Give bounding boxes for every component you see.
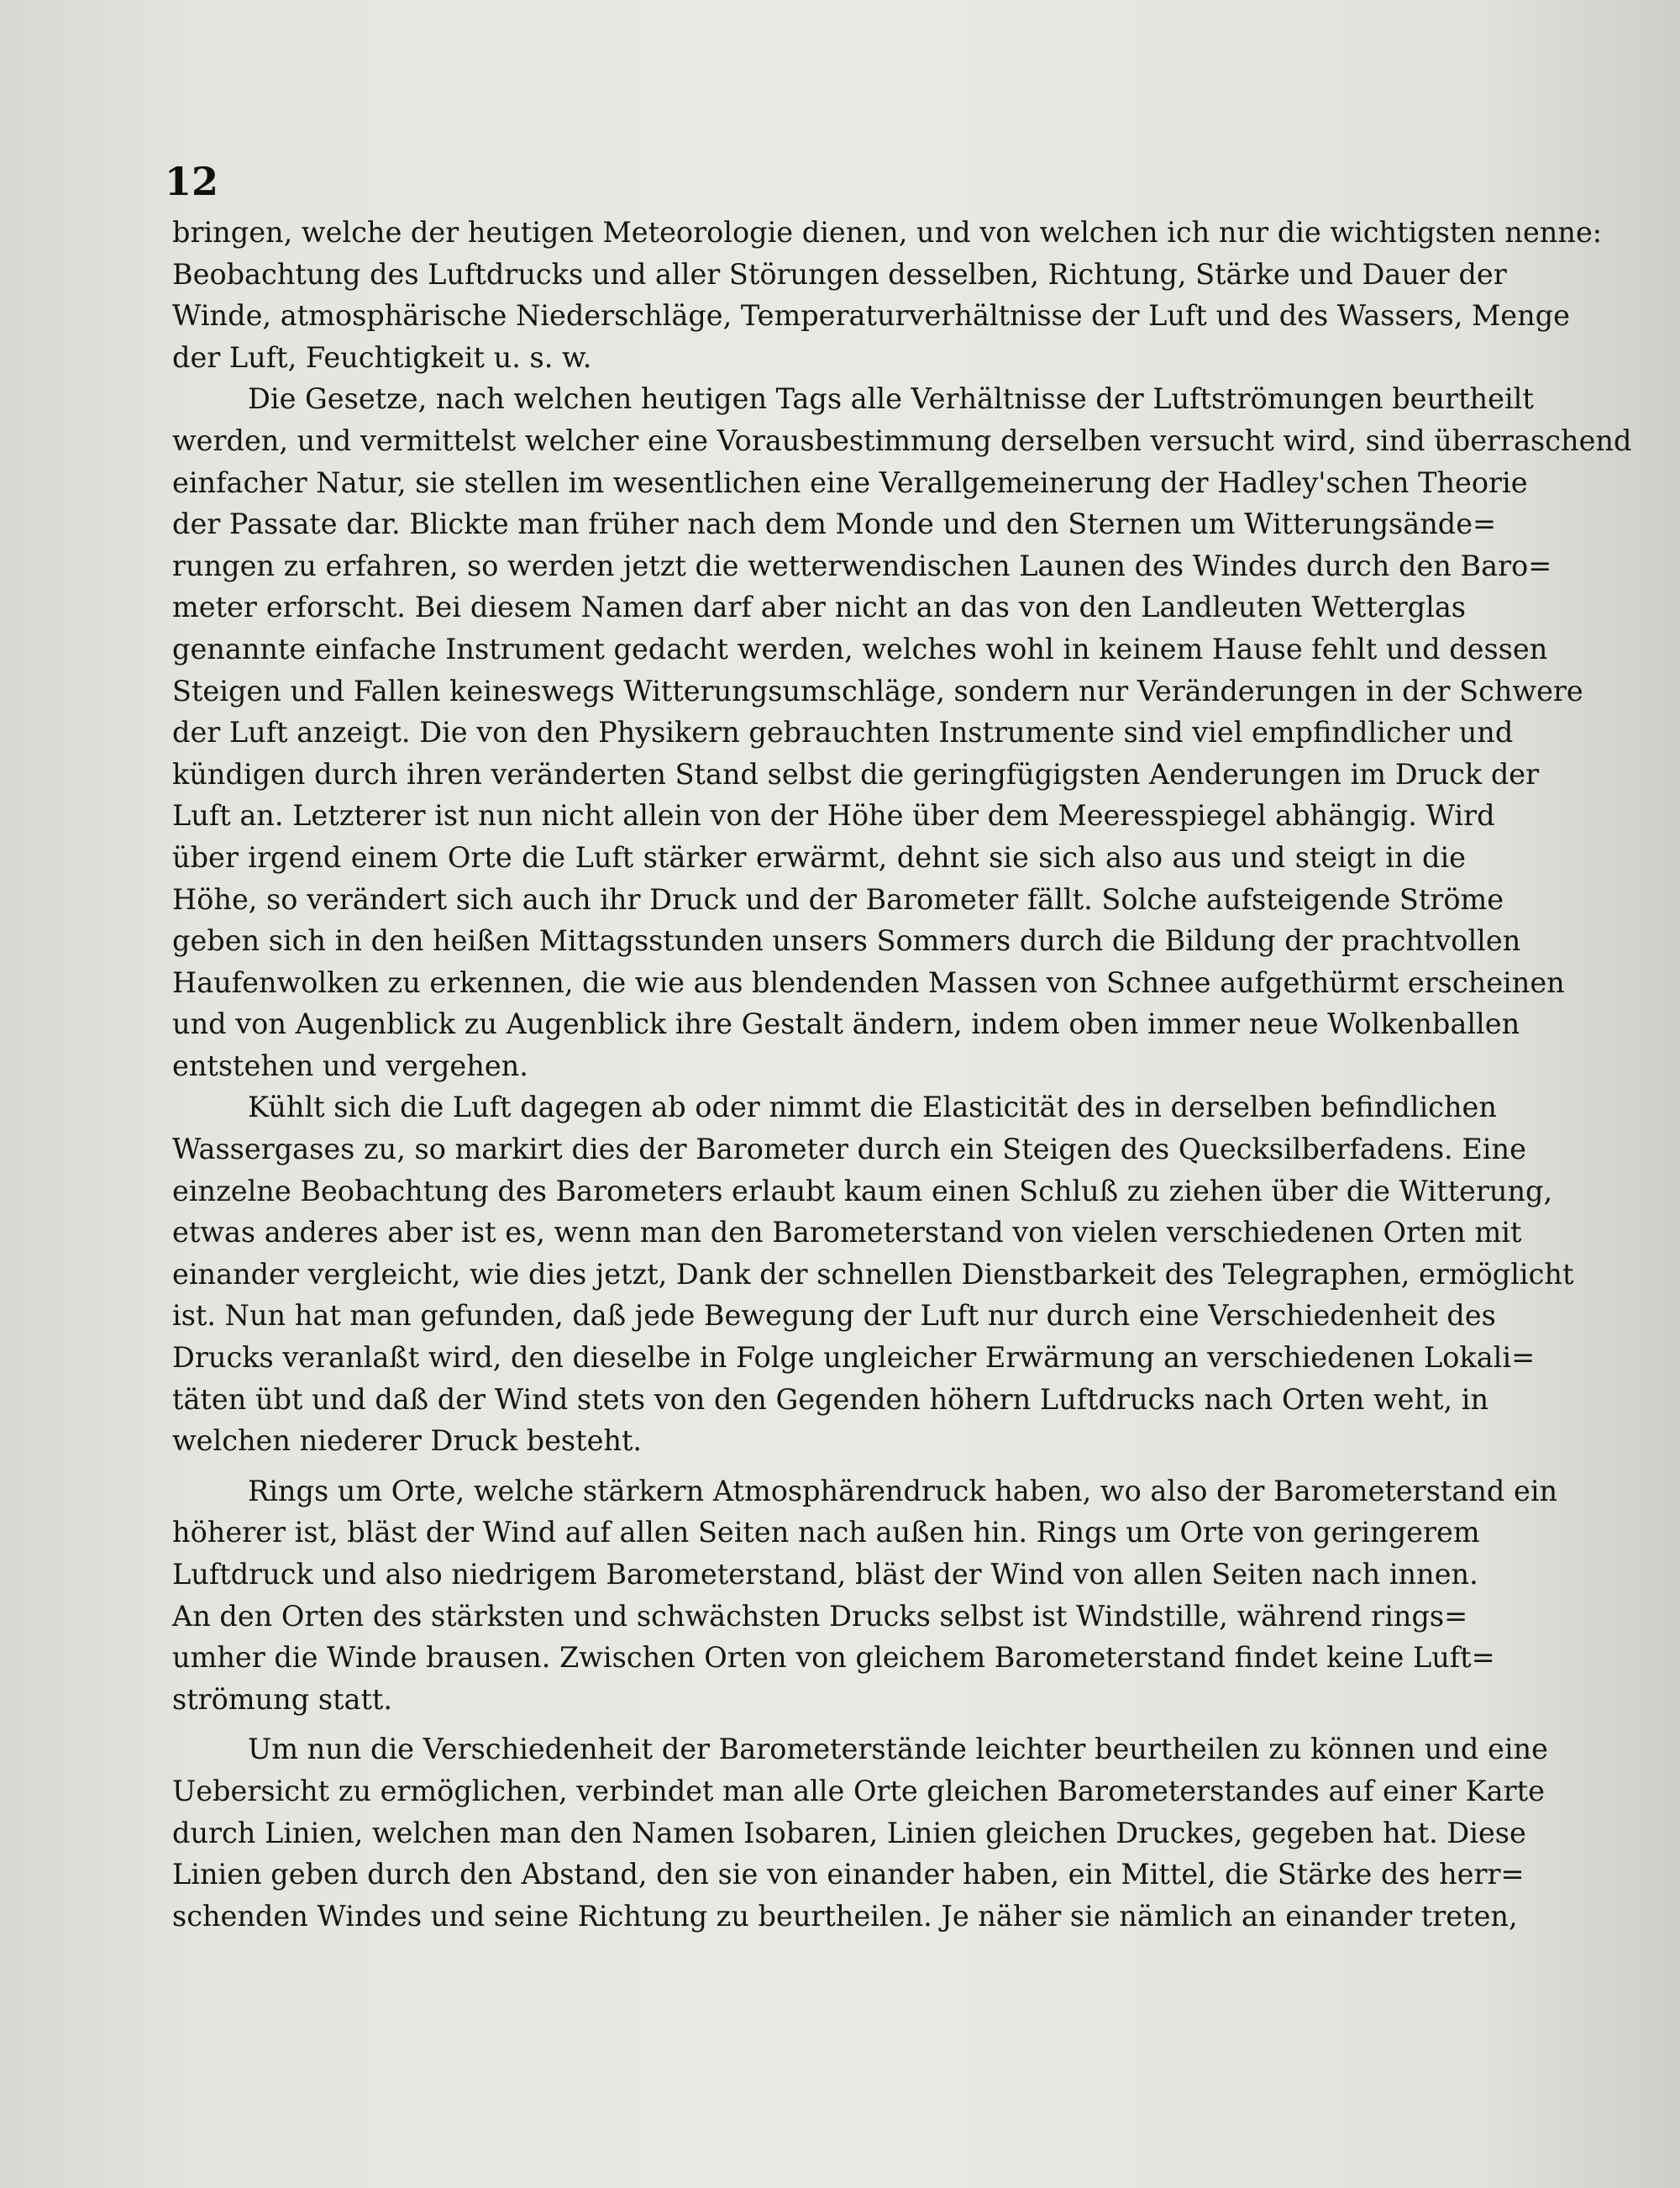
text-line: umher die Winde brausen. Zwischen Orten von gleichem Barometerstand findet keine Luft= — [172, 1641, 1495, 1675]
text-line: und von Augenblick zu Augenblick ihre Gestalt ändern, indem oben immer neue Wolkenballen — [172, 1007, 1520, 1041]
text-line: bringen, welche der heutigen Meteorologie dienen, und von welchen ich nur die wichtigsten nenne: — [172, 216, 1603, 249]
text-line: über irgend einem Orte die Luft stärker erwärmt, dehnt sie sich also aus und steigt in die — [172, 840, 1466, 874]
text-line: welchen niederer Druck besteht. — [172, 1424, 643, 1458]
text-line: geben sich in den heißen Mittagsstunden unsers Sommers durch die Bildung der prachtvollen — [172, 924, 1521, 958]
paragraph-2 — [172, 378, 1632, 1086]
text-line: Die Gesetze, nach welchen heutigen Tags alle Verhältnisse der Luftströmungen beurtheilt — [248, 382, 1534, 416]
text-line: schenden Windes und seine Richtung zu beurtheilen. Je näher sie nämlich an einander treten, — [172, 1899, 1518, 1933]
text-line: rungen zu erfahren, so werden jetzt die wetterwendischen Launen des Windes durch den Baro= — [172, 549, 1552, 582]
paragraph-gap — [172, 1462, 1466, 1470]
text-line: Drucks veranlaßt wird, den dieselbe in Folge ungleicher Erwärmung an verschiedenen Lokali= — [172, 1341, 1536, 1375]
paragraph-4 — [172, 1470, 1558, 1721]
text-line: Haufenwolken zu erkennen, die wie aus blendenden Massen von Schnee aufgethürmt erscheinen — [172, 965, 1565, 999]
text-line: Uebersicht zu ermöglichen, verbindet man alle Orte gleichen Barometerstandes auf einer Karte — [172, 1774, 1545, 1807]
text-line: der Luft, Feuchtigkeit u. s. w. — [172, 340, 592, 374]
text-line: Steigen und Fallen keineswegs Witterungsumschläge, sondern nur Veränderungen in der Schwere — [172, 674, 1583, 707]
text-line: meter erforscht. Bei diesem Namen darf aber nicht an das von den Landleuten Wetterglas — [172, 591, 1466, 624]
text-line: der Luft anzeigt. Die von den Physikern gebrauchten Instrumente sind viel empfindlicher und — [172, 716, 1514, 749]
text-line: Rings um Orte, welche stärkern Atmosphärendruck haben, wo also der Barometerstand ein — [248, 1474, 1558, 1507]
text-line: Wassergases zu, so markirt dies der Barometer durch ein Steigen des Quecksilberfadens. Eine — [172, 1133, 1526, 1166]
paragraph-gap — [172, 1720, 1466, 1728]
text-line: täten übt und daß der Wind stets von den Gegenden höhern Luftdrucks nach Orten weht, in — [172, 1382, 1489, 1416]
body-text — [172, 212, 1632, 1937]
text-line: Höhe, so verändert sich auch ihr Druck und der Barometer fällt. Solche aufsteigende Ströme — [172, 882, 1504, 916]
text-line: Winde, atmosphärische Niederschläge, Temperaturverhältnisse der Luft und des Wassers, Menge — [172, 299, 1570, 333]
text-line: An den Orten des stärksten und schwächsten Drucks selbst ist Windstille, während rings= — [172, 1599, 1468, 1633]
text-line: der Passate dar. Blickte man früher nach dem Monde und den Sternen um Witterungsände= — [172, 508, 1497, 541]
paragraph-1 — [172, 212, 1603, 378]
text-line: entstehen und vergehen. — [172, 1049, 528, 1082]
text-line: etwas anderes aber ist es, wenn man den Barometerstand von vielen verschiedenen Orten mit — [172, 1216, 1522, 1249]
text-line: Kühlt sich die Luft dagegen ab oder nimmt die Elasticität des in derselben befindlichen — [248, 1091, 1497, 1124]
text-line: kündigen durch ihren veränderten Stand selbst die geringfügigsten Aenderungen im Druck der — [172, 757, 1540, 791]
text-line: Luft an. Letzterer ist nun nicht allein von der Höhe über dem Meeresspiegel abhängig. Wird — [172, 799, 1495, 833]
text-line: Um nun die Verschiedenheit der Barometerstände leichter beurtheilen zu können und eine — [248, 1733, 1548, 1766]
text-line: genannte einfache Instrument gedacht werden, welches wohl in keinem Hause fehlt und dessen — [172, 632, 1548, 665]
text-line: einander vergleicht, wie dies jetzt, Dank der schnellen Dienstbarkeit des Telegraphen, ermöglicht — [172, 1257, 1574, 1291]
text-line: Luftdruck und also niedrigem Barometerstand, bläst der Wind von allen Seiten nach innen. — [172, 1558, 1478, 1591]
text-line: höherer ist, bläst der Wind auf allen Seiten nach außen hin. Rings um Orte von geringerem — [172, 1516, 1480, 1549]
paragraph-5 — [172, 1728, 1548, 1937]
text-line: Linien geben durch den Abstand, den sie von einander haben, ein Mittel, die Stärke des herr= — [172, 1858, 1525, 1891]
paragraph-3 — [172, 1086, 1574, 1461]
text-line: strömung statt. — [172, 1682, 393, 1716]
text-line: Beobachtung des Luftdrucks und aller Störungen desselben, Richtung, Stärke und Dauer der — [172, 257, 1507, 291]
text-line: einzelne Beobachtung des Barometers erlaubt kaum einen Schluß zu ziehen über die Witterung, — [172, 1174, 1553, 1207]
text-line: einfacher Natur, sie stellen im wesentlichen eine Verallgemeinerung der Hadley'schen Theorie — [172, 465, 1528, 499]
text-line: ist. Nun hat man gefunden, daß jede Bewegung der Luft nur durch eine Verschiedenheit des — [172, 1299, 1496, 1333]
text-line: werden, und vermittelst welcher eine Vorausbestimmung derselben versucht wird, sind überraschend — [172, 423, 1632, 457]
text-line: durch Linien, welchen man den Namen Isobaren, Linien gleichen Druckes, gegeben hat. Diese — [172, 1816, 1526, 1849]
page-number: 12 — [165, 159, 219, 204]
